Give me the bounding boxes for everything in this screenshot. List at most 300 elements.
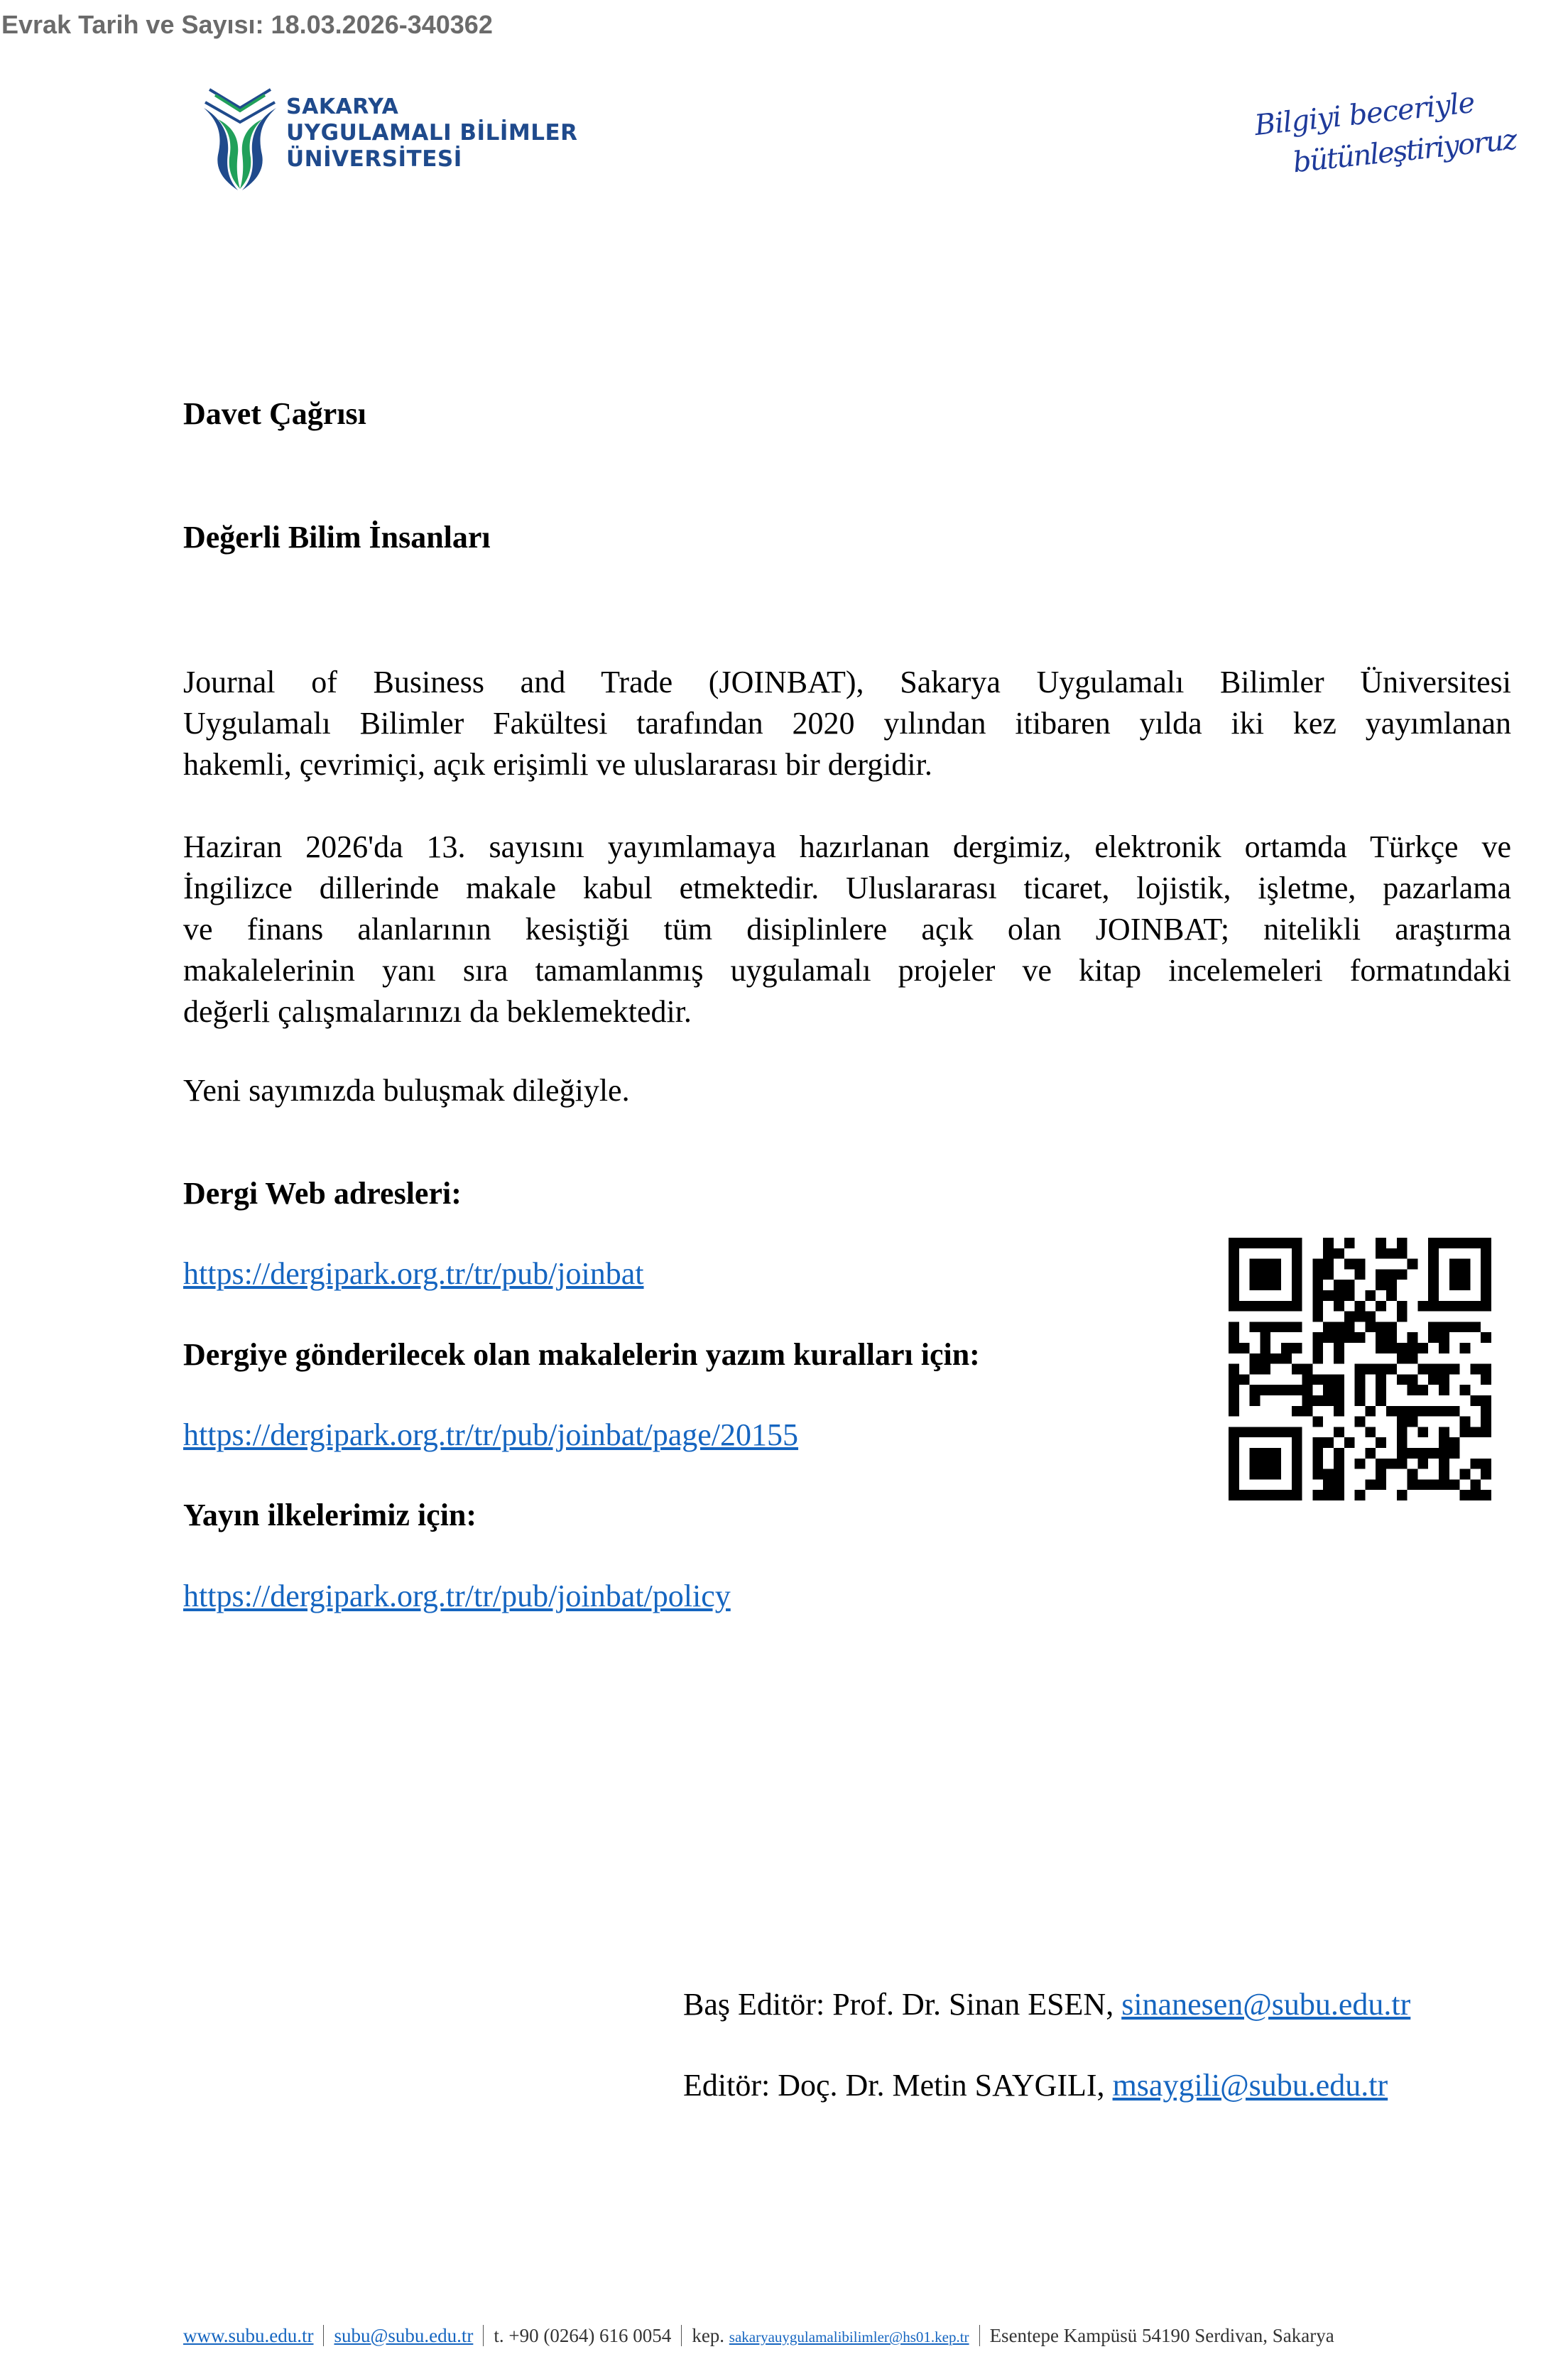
qr-module — [1428, 1406, 1439, 1417]
qr-module — [1260, 1385, 1270, 1395]
editor-email[interactable]: msaygili@subu.edu.tr — [1112, 2068, 1388, 2103]
qr-module — [1229, 1290, 1239, 1301]
qr-module — [1408, 1417, 1418, 1427]
qr-module — [1250, 1280, 1261, 1290]
qr-module — [1344, 1437, 1355, 1448]
qr-module — [1239, 1343, 1250, 1353]
qr-module — [1312, 1395, 1323, 1406]
qr-module — [1260, 1448, 1270, 1459]
qr-module — [1417, 1479, 1428, 1490]
qr-module — [1229, 1406, 1239, 1417]
editor-line — [683, 2067, 1388, 2103]
qr-module — [1292, 1280, 1302, 1290]
qr-module — [1460, 1238, 1471, 1248]
footer-divider — [323, 2325, 324, 2346]
qr-module — [1292, 1238, 1302, 1248]
qr-module — [1250, 1385, 1261, 1395]
qr-module — [1481, 1301, 1491, 1312]
qr-module — [1323, 1374, 1334, 1385]
slogan-line-1: Bilgiyi beceriyle — [1253, 86, 1476, 143]
qr-module — [1376, 1395, 1386, 1406]
paragraph-line: makalelerinin yanı sıra tamamlanmış uygulamalı projeler ve kitap incelemeleri formatındaki — [183, 953, 1511, 988]
qr-module — [1312, 1290, 1323, 1301]
qr-module — [1292, 1248, 1302, 1259]
qr-module — [1250, 1427, 1261, 1437]
qr-module — [1439, 1343, 1449, 1353]
qr-code — [1229, 1238, 1491, 1500]
qr-module — [1386, 1322, 1397, 1332]
qr-module — [1323, 1238, 1334, 1248]
logo-text-line-1: SAKARYA — [286, 94, 399, 119]
qr-module — [1292, 1459, 1302, 1469]
qr-module — [1428, 1238, 1439, 1248]
qr-module — [1470, 1395, 1481, 1406]
qr-module — [1260, 1459, 1270, 1469]
qr-module — [1408, 1385, 1418, 1395]
qr-module — [1260, 1343, 1270, 1353]
qr-module — [1334, 1374, 1344, 1385]
qr-module — [1470, 1364, 1481, 1375]
editor-label: Editör: Doç. Dr. Metin SAYGILI, — [683, 2068, 1113, 2103]
qr-module — [1397, 1238, 1408, 1248]
qr-module — [1250, 1301, 1261, 1312]
chief-editor-line — [683, 1986, 1410, 2022]
footer-divider — [979, 2325, 980, 2346]
footer-phone: t. +90 (0264) 616 0054 — [494, 2325, 672, 2346]
qr-module — [1229, 1301, 1239, 1312]
qr-module — [1439, 1479, 1449, 1490]
qr-module — [1270, 1353, 1281, 1364]
paragraph-line: değerli çalışmalarınızı da beklemektedir. — [183, 994, 692, 1029]
qr-module — [1239, 1427, 1250, 1437]
qr-module — [1355, 1490, 1366, 1500]
qr-module — [1481, 1290, 1491, 1301]
qr-module — [1334, 1332, 1344, 1343]
qr-module — [1460, 1259, 1471, 1270]
footer-divider — [681, 2325, 682, 2346]
qr-module — [1355, 1259, 1366, 1270]
qr-module — [1355, 1332, 1366, 1343]
qr-module — [1229, 1479, 1239, 1490]
qr-module — [1229, 1395, 1239, 1406]
qr-module — [1417, 1301, 1428, 1312]
qr-module — [1408, 1353, 1418, 1364]
document-stamp: Evrak Tarih ve Sayısı: 18.03.2026-340362 — [1, 10, 493, 39]
qr-module — [1365, 1479, 1376, 1490]
qr-module — [1229, 1322, 1239, 1332]
qr-module — [1417, 1427, 1428, 1437]
qr-module — [1292, 1427, 1302, 1437]
qr-module — [1397, 1353, 1408, 1364]
publication-policy-link[interactable]: https://dergipark.org.tr/tr/pub/joinbat/policy — [183, 1579, 731, 1613]
qr-module — [1408, 1259, 1418, 1270]
qr-module — [1292, 1301, 1302, 1312]
chief-editor-label: Baş Editör: Prof. Dr. Sinan ESEN, — [683, 1987, 1122, 2022]
qr-module — [1439, 1385, 1449, 1395]
qr-module — [1292, 1290, 1302, 1301]
qr-module — [1470, 1479, 1481, 1490]
journal-web-link[interactable]: https://dergipark.org.tr/tr/pub/joinbat — [183, 1256, 644, 1291]
qr-module — [1312, 1374, 1323, 1385]
qr-module — [1449, 1269, 1460, 1280]
qr-module — [1229, 1490, 1239, 1500]
qr-module — [1376, 1479, 1386, 1490]
qr-module — [1270, 1469, 1281, 1480]
qr-module — [1260, 1301, 1270, 1312]
qr-module — [1334, 1301, 1344, 1312]
qr-module — [1439, 1301, 1449, 1312]
paragraph-line: hakemli, çevrimiçi, açık erişimli ve uluslararası bir dergidir. — [183, 747, 932, 782]
qr-module — [1229, 1437, 1239, 1448]
qr-module — [1344, 1332, 1355, 1343]
qr-module — [1355, 1364, 1366, 1375]
qr-module — [1428, 1479, 1439, 1490]
qr-module — [1323, 1290, 1334, 1301]
qr-module — [1376, 1374, 1386, 1385]
qr-module — [1334, 1448, 1344, 1459]
qr-module — [1229, 1248, 1239, 1259]
qr-module — [1428, 1269, 1439, 1280]
qr-module — [1312, 1301, 1323, 1312]
qr-module — [1229, 1332, 1239, 1343]
qr-module — [1439, 1448, 1449, 1459]
qr-module — [1334, 1459, 1344, 1469]
qr-module — [1270, 1448, 1281, 1459]
qr-module — [1376, 1301, 1386, 1312]
qr-module — [1355, 1269, 1366, 1280]
qr-module — [1281, 1238, 1292, 1248]
qr-module — [1260, 1332, 1270, 1343]
qr-module — [1302, 1385, 1313, 1395]
qr-module — [1229, 1459, 1239, 1469]
qr-module — [1408, 1448, 1418, 1459]
qr-module — [1481, 1459, 1491, 1469]
qr-module — [1449, 1301, 1460, 1312]
qr-module — [1323, 1259, 1334, 1270]
qr-module — [1344, 1322, 1355, 1332]
qr-module — [1281, 1301, 1292, 1312]
qr-module — [1386, 1269, 1397, 1280]
qr-module — [1481, 1490, 1491, 1500]
qr-module — [1397, 1417, 1408, 1427]
qr-module — [1292, 1259, 1302, 1270]
qr-module — [1260, 1469, 1270, 1480]
qr-module — [1229, 1374, 1239, 1385]
qr-module — [1355, 1395, 1366, 1406]
qr-module — [1250, 1448, 1261, 1459]
qr-module — [1481, 1259, 1491, 1270]
qr-module — [1229, 1280, 1239, 1290]
paragraph-line: Uygulamalı Bilimler Fakültesi tarafından 2020 yılından itibaren yılda iki kez yayımlanan — [183, 706, 1511, 741]
qr-module — [1302, 1364, 1313, 1375]
qr-module — [1302, 1406, 1313, 1417]
slogan-line-2: bütünleştiriyoruz — [1291, 123, 1518, 180]
qr-module — [1386, 1406, 1397, 1417]
qr-module — [1449, 1448, 1460, 1459]
qr-module — [1460, 1417, 1471, 1427]
qr-module — [1449, 1479, 1460, 1490]
qr-module — [1481, 1269, 1491, 1280]
qr-module — [1229, 1259, 1239, 1270]
qr-module — [1428, 1332, 1439, 1343]
qr-module — [1260, 1238, 1270, 1248]
qr-module — [1250, 1395, 1261, 1406]
qr-module — [1449, 1364, 1460, 1375]
qr-module — [1270, 1280, 1281, 1290]
qr-module — [1355, 1374, 1366, 1385]
qr-module — [1376, 1343, 1386, 1353]
paragraph-line: İngilizce dillerinde makale kabul etmektedir. Uluslararası ticaret, lojistik, işletme, pazarlama — [183, 871, 1511, 905]
letter-salutation: Değerli Bilim İnsanları — [183, 520, 491, 555]
qr-module — [1312, 1259, 1323, 1270]
qr-module — [1481, 1395, 1491, 1406]
qr-module — [1334, 1406, 1344, 1417]
qr-module — [1270, 1385, 1281, 1395]
footer-kep-link[interactable]: sakaryauygulamalibilimler@hs01.kep.tr — [729, 2328, 969, 2346]
qr-module — [1397, 1343, 1408, 1353]
qr-module — [1355, 1312, 1366, 1322]
qr-module — [1260, 1364, 1270, 1375]
qr-module — [1312, 1312, 1323, 1322]
qr-module — [1386, 1280, 1397, 1290]
qr-module — [1460, 1322, 1471, 1332]
qr-module — [1250, 1322, 1261, 1332]
qr-module — [1229, 1238, 1239, 1248]
qr-module — [1312, 1332, 1323, 1343]
qr-module — [1417, 1364, 1428, 1375]
qr-module — [1365, 1290, 1376, 1301]
qr-module — [1397, 1406, 1408, 1417]
qr-module — [1460, 1427, 1471, 1437]
qr-module — [1334, 1490, 1344, 1500]
qr-module — [1397, 1459, 1408, 1469]
qr-module — [1239, 1490, 1250, 1500]
qr-module — [1439, 1238, 1449, 1248]
qr-module — [1260, 1490, 1270, 1500]
qr-module — [1386, 1343, 1397, 1353]
qr-module — [1355, 1459, 1366, 1469]
qr-module — [1323, 1385, 1334, 1395]
qr-module — [1229, 1427, 1239, 1437]
qr-module — [1334, 1322, 1344, 1332]
qr-module — [1449, 1322, 1460, 1332]
qr-module — [1449, 1437, 1460, 1448]
logo-text-line-2: UYGULAMALI BİLİMLER — [286, 120, 578, 146]
qr-module — [1376, 1238, 1386, 1248]
paragraph-line: Journal of Business and Trade (JOINBAT), Sakarya Uygulamalı Bilimler Üniversitesi — [183, 665, 1511, 699]
closing-line: Yeni sayımızda buluşmak dileğiyle. — [183, 1073, 630, 1108]
qr-module — [1334, 1290, 1344, 1301]
qr-module — [1470, 1322, 1481, 1332]
qr-module — [1376, 1459, 1386, 1469]
qr-module — [1376, 1332, 1386, 1343]
qr-module — [1270, 1459, 1281, 1469]
publication-policy-heading: Yayın ilkelerimiz için: — [183, 1498, 477, 1532]
qr-module — [1323, 1437, 1334, 1448]
qr-module — [1355, 1301, 1366, 1312]
paragraph-line: ve finans alanlarının kesiştiği tüm disiplinlere açık olan JOINBAT; nitelikli araştırma — [183, 912, 1511, 947]
qr-module — [1281, 1353, 1292, 1364]
qr-module — [1460, 1490, 1471, 1500]
qr-module — [1439, 1469, 1449, 1480]
qr-module — [1312, 1469, 1323, 1480]
qr-module — [1334, 1248, 1344, 1259]
qr-module — [1481, 1280, 1491, 1290]
qr-module — [1376, 1269, 1386, 1280]
footer-kep-label: kep. — [692, 2325, 725, 2346]
qr-module — [1481, 1417, 1491, 1427]
qr-module — [1334, 1343, 1344, 1353]
qr-module — [1397, 1490, 1408, 1500]
qr-module — [1417, 1459, 1428, 1469]
qr-module — [1449, 1259, 1460, 1270]
qr-module — [1239, 1301, 1250, 1312]
qr-module — [1376, 1280, 1386, 1290]
qr-module — [1344, 1280, 1355, 1290]
qr-module — [1408, 1332, 1418, 1343]
page-footer — [183, 2321, 1334, 2347]
qr-module — [1365, 1312, 1376, 1322]
qr-module — [1428, 1374, 1439, 1385]
paragraph-line: Haziran 2026'da 13. sayısını yayımlamaya hazırlanan dergimiz, elektronik ortamda Türkçe ve — [183, 829, 1511, 864]
qr-module — [1460, 1280, 1471, 1290]
qr-module — [1312, 1490, 1323, 1500]
qr-module — [1417, 1406, 1428, 1417]
qr-module — [1470, 1459, 1481, 1469]
qr-module — [1292, 1469, 1302, 1480]
qr-module — [1460, 1469, 1471, 1480]
qr-module — [1428, 1364, 1439, 1375]
qr-module — [1260, 1280, 1270, 1290]
qr-module — [1439, 1459, 1449, 1469]
qr-module — [1344, 1238, 1355, 1248]
qr-module — [1229, 1448, 1239, 1459]
qr-module — [1281, 1343, 1292, 1353]
qr-module — [1250, 1490, 1261, 1500]
qr-module — [1449, 1238, 1460, 1248]
qr-module — [1386, 1364, 1397, 1375]
qr-module — [1281, 1322, 1292, 1332]
qr-module — [1408, 1343, 1418, 1353]
qr-module — [1481, 1406, 1491, 1417]
qr-module — [1292, 1437, 1302, 1448]
letter-title: Davet Çağrısı — [183, 396, 366, 431]
qr-module — [1460, 1269, 1471, 1280]
qr-module — [1229, 1343, 1239, 1353]
qr-module — [1229, 1469, 1239, 1480]
footer-email-link[interactable]: subu@subu.edu.tr — [334, 2325, 474, 2346]
qr-module — [1250, 1238, 1261, 1248]
qr-module — [1323, 1269, 1334, 1280]
qr-module — [1365, 1406, 1376, 1417]
qr-module — [1439, 1332, 1449, 1343]
qr-module — [1270, 1322, 1281, 1332]
chief-editor-email[interactable]: sinanesen@subu.edu.tr — [1121, 1987, 1411, 2022]
qr-module — [1408, 1479, 1418, 1490]
qr-module — [1260, 1322, 1270, 1332]
writing-rules-link[interactable]: https://dergipark.org.tr/tr/pub/joinbat/page/20155 — [183, 1417, 799, 1452]
qr-module — [1334, 1469, 1344, 1480]
qr-module — [1386, 1459, 1397, 1469]
qr-module — [1281, 1490, 1292, 1500]
qr-module — [1449, 1280, 1460, 1290]
qr-module — [1250, 1459, 1261, 1469]
qr-module — [1260, 1269, 1270, 1280]
qr-module — [1250, 1259, 1261, 1270]
qr-module — [1449, 1406, 1460, 1417]
qr-module — [1292, 1490, 1302, 1500]
qr-module — [1439, 1364, 1449, 1375]
qr-module — [1229, 1269, 1239, 1280]
qr-module — [1481, 1374, 1491, 1385]
qr-module — [1292, 1343, 1302, 1353]
qr-module — [1312, 1448, 1323, 1459]
qr-module — [1344, 1290, 1355, 1301]
qr-module — [1417, 1385, 1428, 1395]
qr-module — [1365, 1322, 1376, 1332]
qr-module — [1260, 1259, 1270, 1270]
qr-module — [1397, 1301, 1408, 1312]
qr-module — [1481, 1332, 1491, 1343]
qr-module — [1408, 1374, 1418, 1385]
qr-module — [1428, 1259, 1439, 1270]
qr-module — [1334, 1427, 1344, 1437]
qr-module — [1292, 1479, 1302, 1490]
intro-paragraph — [183, 662, 1511, 785]
qr-module — [1481, 1238, 1491, 1248]
qr-module — [1334, 1479, 1344, 1490]
qr-module — [1270, 1427, 1281, 1437]
qr-module — [1365, 1364, 1376, 1375]
qr-module — [1460, 1385, 1471, 1395]
qr-module — [1470, 1301, 1481, 1312]
writing-rules-heading: Dergiye gönderilecek olan makalelerin yazım kuralları için: — [183, 1337, 980, 1372]
qr-module — [1397, 1427, 1408, 1437]
qr-module — [1470, 1490, 1481, 1500]
university-logo — [201, 87, 578, 192]
qr-module — [1428, 1322, 1439, 1332]
qr-module — [1334, 1353, 1344, 1364]
qr-module — [1376, 1437, 1386, 1448]
qr-module — [1439, 1322, 1449, 1332]
qr-module — [1323, 1479, 1334, 1490]
footer-website-link[interactable]: www.subu.edu.tr — [183, 2325, 314, 2346]
qr-module — [1397, 1312, 1408, 1322]
qr-module — [1270, 1490, 1281, 1500]
qr-module — [1428, 1448, 1439, 1459]
qr-module — [1439, 1437, 1449, 1448]
qr-module — [1365, 1448, 1376, 1459]
qr-module — [1428, 1290, 1439, 1301]
qr-module — [1397, 1248, 1408, 1259]
qr-module — [1323, 1332, 1334, 1343]
qr-module — [1302, 1374, 1313, 1385]
details-paragraph — [183, 827, 1511, 1033]
qr-module — [1481, 1248, 1491, 1259]
qr-module — [1481, 1469, 1491, 1480]
qr-module — [1312, 1353, 1323, 1364]
qr-module — [1239, 1238, 1250, 1248]
qr-module — [1439, 1427, 1449, 1437]
qr-module — [1323, 1395, 1334, 1406]
qr-module — [1260, 1427, 1270, 1437]
qr-module — [1376, 1385, 1386, 1395]
qr-module — [1239, 1374, 1250, 1385]
qr-module — [1270, 1269, 1281, 1280]
qr-module — [1470, 1427, 1481, 1437]
qr-module — [1397, 1374, 1408, 1385]
qr-module — [1397, 1269, 1408, 1280]
